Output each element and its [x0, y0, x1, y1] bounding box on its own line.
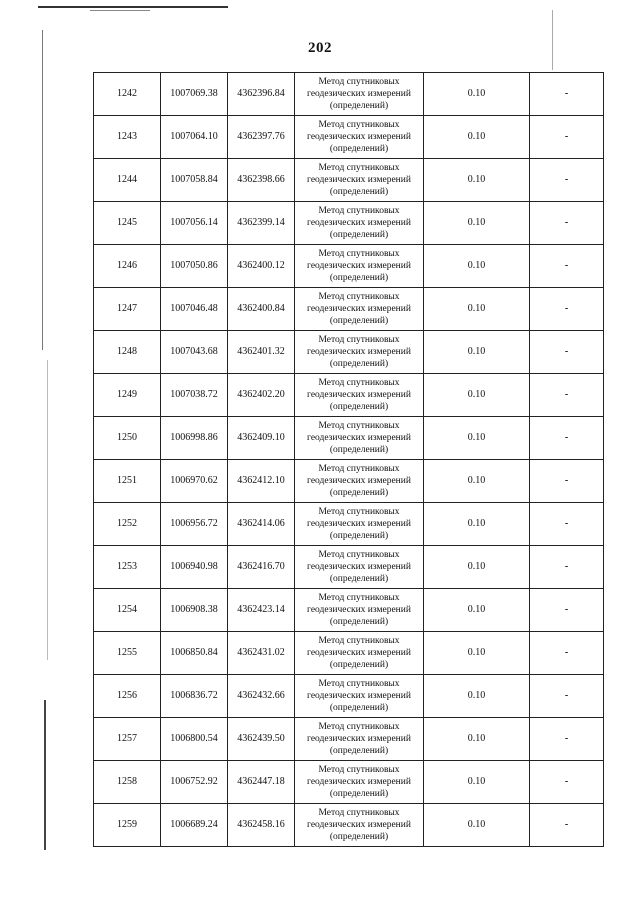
point-number-cell: 1243 — [94, 116, 161, 159]
x-coordinate-cell: 1006970.62 — [161, 460, 228, 503]
point-number-cell: 1247 — [94, 288, 161, 331]
method-line: (определений) — [329, 101, 389, 111]
x-coordinate-cell: 1006956.72 — [161, 503, 228, 546]
x-coordinate-cell: 1007064.10 — [161, 116, 228, 159]
method-line: Метод спутниковых — [318, 120, 400, 130]
coordinates-table — [93, 72, 604, 847]
x-coordinate-cell: 1006800.54 — [161, 718, 228, 761]
note-cell: - — [530, 202, 604, 245]
accuracy-cell: 0.10 — [424, 718, 530, 761]
scan-artifact-left-edge — [42, 30, 43, 350]
point-number-cell: 1255 — [94, 632, 161, 675]
note-cell: - — [530, 288, 604, 331]
point-number-cell: 1253 — [94, 546, 161, 589]
x-coordinate-cell: 1007050.86 — [161, 245, 228, 288]
note-cell: - — [530, 675, 604, 718]
x-coordinate-cell: 1007056.14 — [161, 202, 228, 245]
accuracy-cell: 0.10 — [424, 202, 530, 245]
method-line: Метод спутниковых — [318, 636, 400, 646]
method-line: геодезических измерений — [307, 734, 411, 744]
method-line: (определений) — [329, 402, 389, 412]
note-cell: - — [530, 804, 604, 847]
method-line: геодезических измерений — [307, 261, 411, 271]
point-number-cell: 1244 — [94, 159, 161, 202]
table-row — [94, 675, 604, 718]
note-cell: - — [530, 374, 604, 417]
table-row — [94, 116, 604, 159]
table-row — [94, 159, 604, 202]
y-coordinate-cell: 4362401.32 — [228, 331, 295, 374]
y-coordinate-cell: 4362447.18 — [228, 761, 295, 804]
point-number-cell: 1242 — [94, 73, 161, 116]
scan-artifact-left-edge — [47, 360, 48, 660]
x-coordinate-cell: 1006752.92 — [161, 761, 228, 804]
note-cell: - — [530, 331, 604, 374]
note-cell: - — [530, 245, 604, 288]
accuracy-cell: 0.10 — [424, 804, 530, 847]
point-number-cell: 1245 — [94, 202, 161, 245]
method-line: (определений) — [329, 746, 389, 756]
method-line: (определений) — [329, 488, 389, 498]
note-cell: - — [530, 417, 604, 460]
y-coordinate-cell: 4362416.70 — [228, 546, 295, 589]
method-line: геодезических измерений — [307, 390, 411, 400]
x-coordinate-cell: 1006836.72 — [161, 675, 228, 718]
method-line: Метод спутниковых — [318, 292, 400, 302]
y-coordinate-cell: 4362423.14 — [228, 589, 295, 632]
method-line: геодезических измерений — [307, 820, 411, 830]
point-number-cell: 1249 — [94, 374, 161, 417]
method-line: Метод спутниковых — [318, 464, 400, 474]
method-line: Метод спутниковых — [318, 206, 400, 216]
accuracy-cell: 0.10 — [424, 245, 530, 288]
method-cell — [295, 159, 424, 202]
table-row — [94, 503, 604, 546]
accuracy-cell: 0.10 — [424, 503, 530, 546]
method-line: (определений) — [329, 445, 389, 455]
table-row — [94, 546, 604, 589]
method-cell — [295, 761, 424, 804]
method-line: Метод спутниковых — [318, 593, 400, 603]
table-row — [94, 202, 604, 245]
table-row — [94, 73, 604, 116]
method-line: геодезических измерений — [307, 519, 411, 529]
method-line: (определений) — [329, 273, 389, 283]
scan-artifact-top-line — [38, 6, 228, 8]
table-row — [94, 804, 604, 847]
table-row — [94, 331, 604, 374]
method-line: Метод спутниковых — [318, 765, 400, 775]
method-line: Метод спутниковых — [318, 335, 400, 345]
y-coordinate-cell: 4362396.84 — [228, 73, 295, 116]
note-cell: - — [530, 589, 604, 632]
y-coordinate-cell: 4362400.12 — [228, 245, 295, 288]
table-row — [94, 288, 604, 331]
method-line: геодезических измерений — [307, 476, 411, 486]
y-coordinate-cell: 4362409.10 — [228, 417, 295, 460]
point-number-cell: 1250 — [94, 417, 161, 460]
method-line: геодезических измерений — [307, 89, 411, 99]
method-line: (определений) — [329, 789, 389, 799]
table-row — [94, 761, 604, 804]
method-line: Метод спутниковых — [318, 421, 400, 431]
y-coordinate-cell: 4362412.10 — [228, 460, 295, 503]
method-line: (определений) — [329, 187, 389, 197]
method-line: Метод спутниковых — [318, 507, 400, 517]
method-line: (определений) — [329, 703, 389, 713]
point-number-cell: 1256 — [94, 675, 161, 718]
method-line: (определений) — [329, 574, 389, 584]
method-line: геодезических измерений — [307, 218, 411, 228]
point-number-cell: 1246 — [94, 245, 161, 288]
method-line: геодезических измерений — [307, 562, 411, 572]
accuracy-cell: 0.10 — [424, 73, 530, 116]
table-row — [94, 718, 604, 761]
page-number: 202 — [308, 40, 332, 56]
note-cell: - — [530, 460, 604, 503]
method-line: геодезических измерений — [307, 691, 411, 701]
method-cell — [295, 546, 424, 589]
y-coordinate-cell: 4362414.06 — [228, 503, 295, 546]
note-cell: - — [530, 632, 604, 675]
accuracy-cell: 0.10 — [424, 546, 530, 589]
point-number-cell: 1254 — [94, 589, 161, 632]
point-number-cell: 1248 — [94, 331, 161, 374]
point-number-cell: 1258 — [94, 761, 161, 804]
method-cell — [295, 202, 424, 245]
accuracy-cell: 0.10 — [424, 417, 530, 460]
table-row — [94, 632, 604, 675]
note-cell: - — [530, 546, 604, 589]
accuracy-cell: 0.10 — [424, 675, 530, 718]
method-line: геодезических измерений — [307, 433, 411, 443]
method-line: (определений) — [329, 660, 389, 670]
method-line: Метод спутниковых — [318, 249, 400, 259]
method-line: (определений) — [329, 359, 389, 369]
method-line: Метод спутниковых — [318, 550, 400, 560]
method-line: (определений) — [329, 316, 389, 326]
method-line: (определений) — [329, 230, 389, 240]
scan-artifact-left-edge — [44, 700, 46, 850]
table-row — [94, 374, 604, 417]
accuracy-cell: 0.10 — [424, 761, 530, 804]
accuracy-cell: 0.10 — [424, 331, 530, 374]
method-line: геодезических измерений — [307, 132, 411, 142]
method-cell — [295, 116, 424, 159]
scan-artifact-top-line-secondary — [90, 10, 150, 11]
table-row — [94, 245, 604, 288]
method-line: (определений) — [329, 617, 389, 627]
y-coordinate-cell: 4362398.66 — [228, 159, 295, 202]
accuracy-cell: 0.10 — [424, 460, 530, 503]
method-cell — [295, 503, 424, 546]
x-coordinate-cell: 1006850.84 — [161, 632, 228, 675]
table-row — [94, 589, 604, 632]
x-coordinate-cell: 1006689.24 — [161, 804, 228, 847]
table-row — [94, 460, 604, 503]
y-coordinate-cell: 4362431.02 — [228, 632, 295, 675]
x-coordinate-cell: 1007038.72 — [161, 374, 228, 417]
accuracy-cell: 0.10 — [424, 159, 530, 202]
method-line: Метод спутниковых — [318, 679, 400, 689]
method-line: геодезических измерений — [307, 777, 411, 787]
method-line: Метод спутниковых — [318, 77, 400, 87]
x-coordinate-cell: 1006998.86 — [161, 417, 228, 460]
note-cell: - — [530, 116, 604, 159]
coordinates-table-body — [94, 73, 604, 847]
note-cell: - — [530, 73, 604, 116]
accuracy-cell: 0.10 — [424, 374, 530, 417]
y-coordinate-cell: 4362432.66 — [228, 675, 295, 718]
method-line: геодезических измерений — [307, 605, 411, 615]
note-cell: - — [530, 503, 604, 546]
x-coordinate-cell: 1006908.38 — [161, 589, 228, 632]
method-cell — [295, 245, 424, 288]
method-cell — [295, 675, 424, 718]
accuracy-cell: 0.10 — [424, 632, 530, 675]
method-line: Метод спутниковых — [318, 378, 400, 388]
method-cell — [295, 288, 424, 331]
point-number-cell: 1252 — [94, 503, 161, 546]
x-coordinate-cell: 1007043.68 — [161, 331, 228, 374]
accuracy-cell: 0.10 — [424, 589, 530, 632]
y-coordinate-cell: 4362399.14 — [228, 202, 295, 245]
method-line: (определений) — [329, 531, 389, 541]
method-line: Метод спутниковых — [318, 808, 400, 818]
method-cell — [295, 804, 424, 847]
note-cell: - — [530, 159, 604, 202]
accuracy-cell: 0.10 — [424, 116, 530, 159]
x-coordinate-cell: 1006940.98 — [161, 546, 228, 589]
y-coordinate-cell: 4362439.50 — [228, 718, 295, 761]
y-coordinate-cell: 4362458.16 — [228, 804, 295, 847]
method-cell — [295, 460, 424, 503]
method-cell — [295, 374, 424, 417]
method-line: (определений) — [329, 832, 389, 842]
point-number-cell: 1259 — [94, 804, 161, 847]
y-coordinate-cell: 4362400.84 — [228, 288, 295, 331]
method-line: (определений) — [329, 144, 389, 154]
point-number-cell: 1251 — [94, 460, 161, 503]
method-line: геодезических измерений — [307, 347, 411, 357]
method-cell — [295, 632, 424, 675]
x-coordinate-cell: 1007069.38 — [161, 73, 228, 116]
accuracy-cell: 0.10 — [424, 288, 530, 331]
method-line: геодезических измерений — [307, 304, 411, 314]
method-cell — [295, 417, 424, 460]
method-line: Метод спутниковых — [318, 163, 400, 173]
method-cell — [295, 73, 424, 116]
method-cell — [295, 331, 424, 374]
y-coordinate-cell: 4362397.76 — [228, 116, 295, 159]
method-line: Метод спутниковых — [318, 722, 400, 732]
note-cell: - — [530, 761, 604, 804]
x-coordinate-cell: 1007058.84 — [161, 159, 228, 202]
method-cell — [295, 718, 424, 761]
table-row — [94, 417, 604, 460]
method-cell — [295, 589, 424, 632]
note-cell: - — [530, 718, 604, 761]
point-number-cell: 1257 — [94, 718, 161, 761]
method-line: геодезических измерений — [307, 648, 411, 658]
y-coordinate-cell: 4362402.20 — [228, 374, 295, 417]
x-coordinate-cell: 1007046.48 — [161, 288, 228, 331]
method-line: геодезических измерений — [307, 175, 411, 185]
